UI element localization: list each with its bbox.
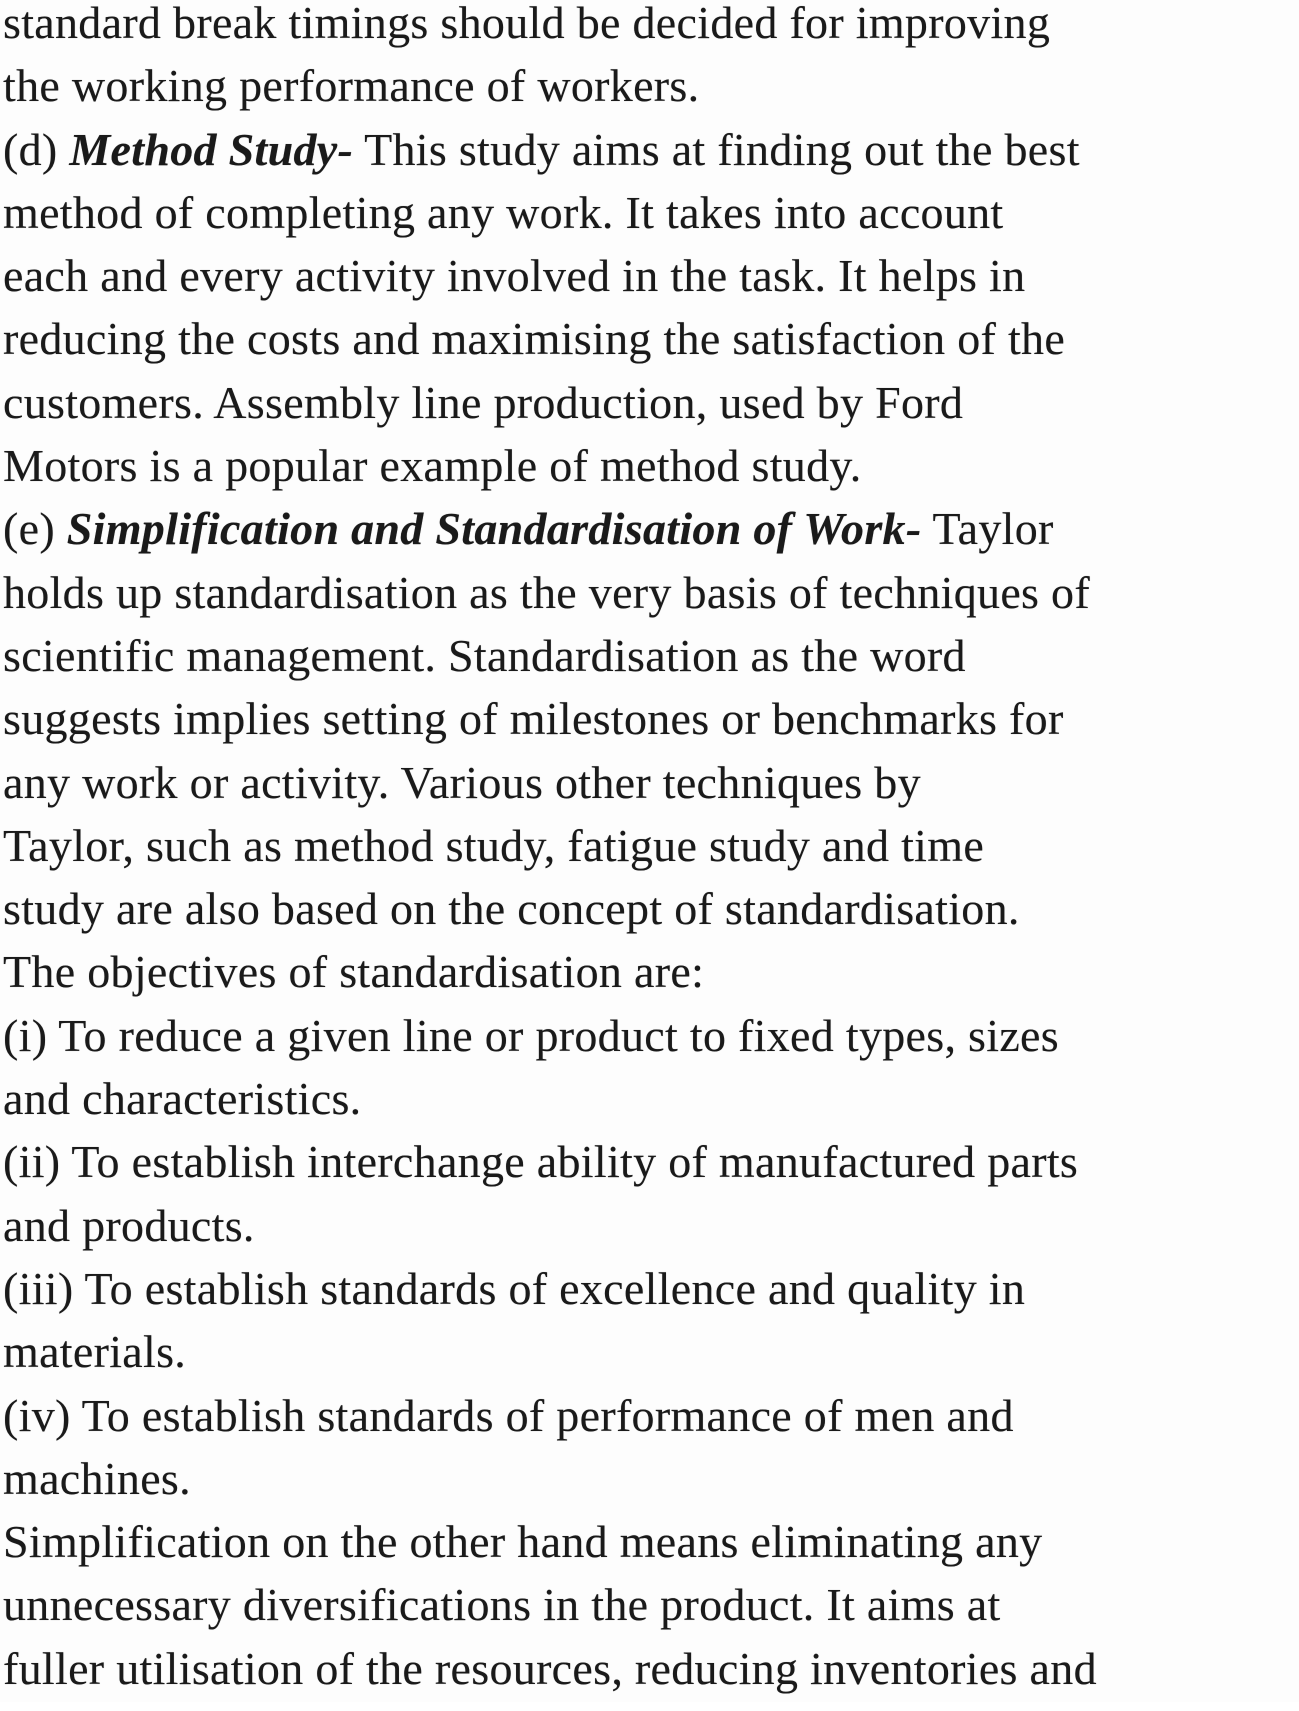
text-segment: Method Study- (69, 123, 354, 175)
text-line (3, 118, 1299, 181)
text-segment: The objectives of standardisation are: (3, 946, 705, 998)
text-line (3, 751, 1299, 814)
text-segment: Motors is a popular example of method study. (3, 440, 862, 492)
text-segment: Taylor (921, 503, 1054, 555)
text-segment: (e) (3, 503, 67, 555)
text-line (3, 1257, 1299, 1320)
text-line (3, 624, 1299, 687)
text-line (3, 371, 1299, 434)
text-segment: customers. Assembly line production, used by Ford (3, 376, 964, 428)
text-line (3, 687, 1299, 750)
text-segment: machines. (3, 1452, 191, 1504)
text-line (3, 307, 1299, 370)
text-segment: each and every activity involved in the task. It helps in (3, 250, 1026, 302)
text-line (3, 244, 1299, 307)
text-line (3, 1384, 1299, 1447)
text-segment: (iii) To establish standards of excellence and quality in (3, 1262, 1026, 1314)
text-segment: scientific management. Standardisation as the word (3, 629, 966, 681)
text-segment: Simplification and Standardisation of Work- (66, 503, 922, 555)
text-line (3, 1637, 1299, 1700)
text-segment: the working performance of workers. (3, 60, 700, 112)
text-segment: and products. (3, 1199, 255, 1251)
text-segment: Simplification on the other hand means eliminating any (3, 1516, 1043, 1568)
text-line (3, 561, 1299, 624)
text-segment: (iv) To establish standards of performance of men and (3, 1389, 1014, 1441)
text-segment: method of completing any work. It takes into account (3, 186, 1004, 238)
text-line (3, 940, 1299, 1003)
text-line (3, 54, 1299, 117)
text-segment: unnecessary diversifications in the product. It aims at (3, 1579, 1001, 1631)
text-segment: Taylor, such as method study, fatigue study and time (3, 819, 985, 871)
text-segment: (d) (3, 123, 70, 175)
text-line (3, 1447, 1299, 1510)
text-line (3, 1130, 1299, 1193)
text-line (3, 434, 1299, 497)
text-segment: This study aims at finding out the best (353, 123, 1080, 175)
text-line (3, 877, 1299, 940)
text-segment: standard break timings should be decided for improving (3, 0, 1051, 48)
text-line (3, 1320, 1299, 1383)
text-line (3, 814, 1299, 877)
text-segment: materials. (3, 1326, 187, 1378)
text-line (3, 497, 1299, 560)
text-line (3, 1573, 1299, 1636)
text-line (3, 1067, 1299, 1130)
text-segment: fuller utilisation of the resources, reducing inventories and (3, 1642, 1097, 1694)
text-line (3, 1194, 1299, 1257)
text-segment: holds up standardisation as the very basis of techniques of (3, 566, 1090, 618)
text-line (3, 1004, 1299, 1067)
text-segment: and characteristics. (3, 1073, 362, 1125)
text-segment: (ii) To establish interchange ability of manufactured parts (3, 1136, 1079, 1188)
text-segment: reducing the costs and maximising the satisfaction of the (3, 313, 1066, 365)
text-segment: study are also based on the concept of standardisation. (3, 883, 1020, 935)
text-line (3, 0, 1299, 54)
text-line (3, 1510, 1299, 1573)
text-segment: any work or activity. Various other techniques by (3, 756, 921, 808)
text-segment: suggests implies setting of milestones or benchmarks for (3, 693, 1064, 745)
text-line (3, 181, 1299, 244)
text-segment: (i) To reduce a given line or product to fixed types, sizes (3, 1009, 1059, 1061)
